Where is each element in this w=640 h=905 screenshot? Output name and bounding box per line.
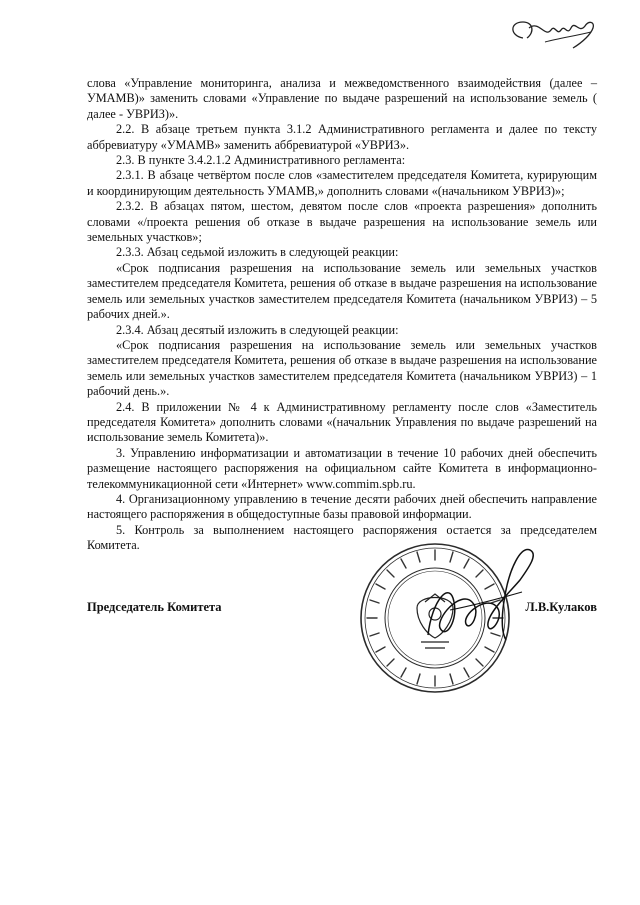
signer-name: Л.В.Кулаков: [525, 600, 597, 614]
document-body: [87, 76, 597, 554]
signature-block: [87, 600, 597, 624]
paragraph: 2.3.2. В абзацах пятом, шестом, девятом после слов «проекта разрешения» дополнить словами «/проекта решения об отказе в выдаче разрешения на использование земель или земельных участков»;: [87, 199, 597, 245]
paragraph: 3. Управлению информатизации и автоматизации в течение 10 рабочих дней обеспечить размещение настоящего распоряжения на официальном сайте Комитета в информационно-телекоммуникационной сети «Интернет» www.commim.spb.ru.: [87, 445, 597, 491]
paragraph: 4. Организационному управлению в течение десяти рабочих дней обеспечить направление настоящего распоряжения в общедоступные базы правовой информации.: [87, 491, 597, 522]
paragraph: 2.3.3. Абзац седьмой изложить в следующей реакции:: [116, 245, 399, 260]
paragraph: 2.3. В пункте 3.4.2.1.2 Административного регламента:: [116, 153, 406, 168]
paragraph: 2.3.4. Абзац десятый изложить в следующей реакции:: [116, 322, 399, 337]
signer-title: Председатель Комитета: [87, 600, 222, 614]
paragraph: 2.3.1. В абзаце четвёртом после слов «заместителем председателя Комитета, курирующим и координирующим деятельность УМАМВ,» дополнить словами «(начальником УВРИЗ)»;: [87, 168, 597, 198]
paragraph: 2.2. В абзаце третьем пункта 3.1.2 Административного регламента и далее по тексту аббревиатуру «УМАМВ» заменить аббревиатурой «УВРИЗ».: [87, 122, 597, 152]
paragraph: «Срок подписания разрешения на использование земель или земельных участков заместителем председателя Комитета, решения об отказе в выдаче разрешения на использование земель или земельных участков заместителем председателя Комитета (начальником УВРИЗ) – 1 рабочий день.».: [87, 337, 597, 399]
paragraph: 5. Контроль за выполнением настоящего распоряжения остается за председателем Комитета.: [87, 522, 597, 553]
corner-signature-icon: [505, 8, 600, 56]
paragraph: слова «Управление мониторинга, анализа и межведомственного взаимодействия (далее – УМАМВ)» заменить словами «Управление по выдаче разрешений на использование земель ( далее - УВРИЗ)».: [87, 76, 597, 121]
paragraph: 2.4. В приложении № 4 к Административному регламенту после слов «Заместитель председателя Комитета» дополнить словами «(начальник Управления по выдаче разрешений на использование земель Комитета)».: [87, 399, 597, 445]
paragraph: «Срок подписания разрешения на использование земель или земельных участков заместителем председателя Комитета, решения об отказе в выдаче разрешения на использование земель или земельных участков заместителем председателя Комитета (начальником УВРИЗ) – 5 рабочих дней.».: [87, 260, 597, 322]
